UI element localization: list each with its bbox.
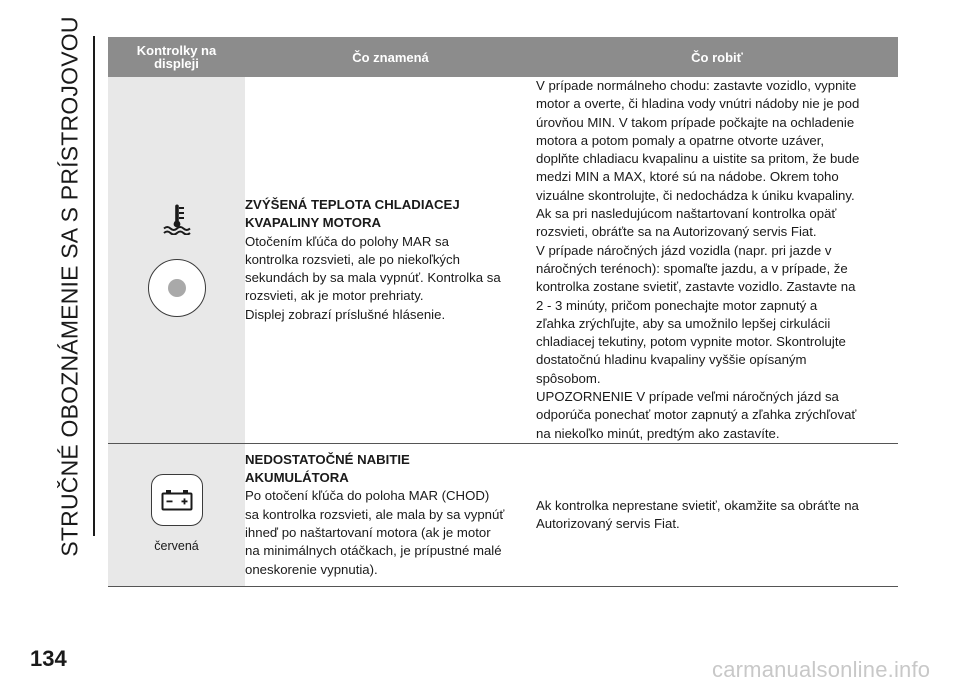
meaning-heading: ZVÝŠENÁ TEPLOTA CHLADIACEJ KVAPALINY MOTORA	[245, 196, 460, 231]
side-divider	[93, 36, 95, 536]
warning-lamp-dot	[168, 279, 186, 297]
action-cell: V prípade normálneho chodu: zastavte vozidlo, vypnite motor a overte, či hladina vody vnútri nádoby nie je pod úrovňou MIN. V takom prípade počkajte na ochladenie motora a potom pomaly a opatrne otvorte uzáver, doplňte chladiacu kvapalinu a uistite sa pritom, že bude medzi MIN a MAX, ktoré sú na nádobe. Okrem toho vizuálne skontrolujte, či nedochádza k úniku kvapaliny. Ak sa pri nasledujúcom naštartovaní kontrolka opäť rozsvieti, obráťte sa na Autorizovaný servis Fiat. V prípade náročných jázd vozidla (napr. pri jazde v náročných terénoch): spomaľte jazdu, a v prípade, že kontrolka zostane svietiť, zastavte vozidlo. Zastavte na 2 - 3 minúty, pričom ponechajte motor zapnutý a zľahka zrýchľujte, aby sa umožnilo lepšej cirkulácii chladiacej tekutiny, potom vypnite motor. Skontrolujte dostatočnú hladinu kvapaliny vyššie opísaným spôsobom. UPOZORNENIE V prípade veľmi náročných jázd sa odporúča ponechať motor zapnutý a zľahka zrýchľovať na niekoľko minút, predtým ako zastavíte.	[536, 77, 898, 443]
table-row	[108, 77, 898, 443]
battery-warning-lamp	[151, 474, 203, 526]
watermark-text: carmanualsonline.info	[712, 657, 931, 682]
indicator-cell	[108, 77, 245, 443]
meaning-cell: ZVÝŠENÁ TEPLOTA CHLADIACEJ KVAPALINY MOTORA Otočením kľúča do polohy MAR sa kontrolka rozsvieti, ale po niekoľkých sekundách by sa mala vypnúť. Kontrolka sa rozsvieti, ak je motor prehriaty. Displej zobrazí príslušné hlásenie.	[245, 77, 536, 443]
coolant-temperature-icon	[162, 203, 192, 235]
header-action: Čo robiť	[536, 37, 898, 77]
header-meaning: Čo znamená	[245, 37, 536, 77]
meaning-cell: NEDOSTATOČNÉ NABITIE AKUMULÁTORA Po otočení kľúča do poloha MAR (CHOD) sa kontrolka rozsvieti, ale mala by sa vypnúť ihneď po naštartovaní motora (ak je motor na minimálnych otáčkach, je prípustné malé oneskorenie vypnutia).	[245, 443, 536, 586]
table-header-row	[108, 37, 898, 77]
side-section-title-text: STRUČNÉ OBOZNÁMENIE SA S PRÍSTROJOVOU	[56, 15, 83, 557]
warning-lights-table	[108, 37, 898, 587]
action-cell: Ak kontrolka neprestane svietiť, okamžite sa obráťte na Autorizovaný servis Fiat.	[536, 443, 898, 586]
indicator-cell	[108, 443, 245, 586]
battery-icon	[161, 489, 193, 511]
side-section-title	[46, 15, 94, 557]
lamp-color-label: červená	[154, 539, 199, 554]
table-row	[108, 443, 898, 586]
page-number: 134	[30, 646, 67, 671]
meaning-heading: NEDOSTATOČNÉ NABITIE AKUMULÁTORA	[245, 451, 410, 486]
warning-lamp-icon	[148, 259, 206, 317]
header-indicator: Kontrolky na displeji	[108, 37, 245, 77]
